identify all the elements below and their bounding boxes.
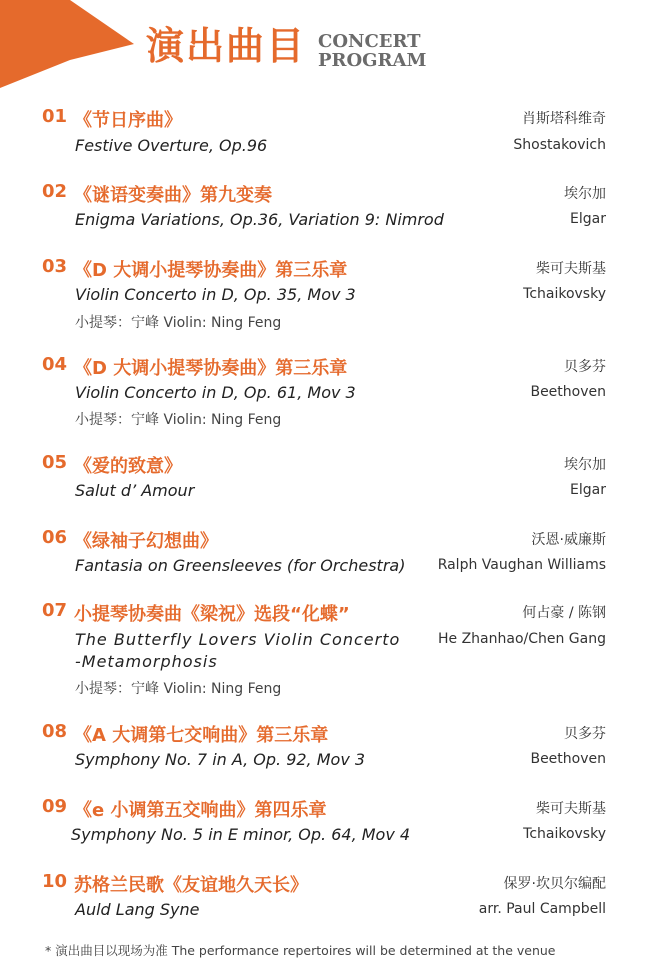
item-number: 06 <box>42 527 68 548</box>
composer-zh: 沃恩·威廉斯 <box>531 532 606 548</box>
item-number: 08 <box>42 721 68 742</box>
composer-en: Elgar <box>570 211 606 227</box>
composer-en: He Zhanhao/Chen Gang <box>437 631 606 647</box>
item-title-en: Violin Concerto in D, Op. 35, Mov 3 <box>75 285 356 304</box>
composer-zh: 埃尔加 <box>564 457 606 473</box>
composer-en: arr. Paul Campbell <box>478 901 606 917</box>
composer-zh: 贝多芬 <box>564 359 606 375</box>
item-number: 07 <box>42 600 68 621</box>
composer-zh: 柴可夫斯基 <box>536 801 606 817</box>
item-number: 04 <box>42 354 68 375</box>
footnote: * 演出曲目以现场为准 The performance repertoires will be determined at the venue <box>45 943 556 958</box>
item-title-en: Symphony No. 5 in E minor, Op. 64, Mov 4 <box>71 825 411 844</box>
item-number: 02 <box>42 181 68 202</box>
item-title-zh: 《节日序曲》 <box>74 110 182 131</box>
composer-zh: 柴可夫斯基 <box>536 261 606 277</box>
composer-zh: 肖斯塔科维奇 <box>522 111 606 127</box>
item-title-en: Enigma Variations, Op.36, Variation 9: Nimrod <box>75 210 444 229</box>
soloist-line: 小提琴：宁峰 Violin: Ning Feng <box>75 315 282 331</box>
item-title-zh: 小提琴协奏曲《梁祝》选段“化蝶” <box>74 604 350 625</box>
composer-en: Beethoven <box>530 751 606 767</box>
item-number: 03 <box>42 256 68 277</box>
item-title-en: The Butterfly Lovers Violin Concerto <box>75 630 401 649</box>
item-title-zh: 《D 大调小提琴协奏曲》第三乐章 <box>74 358 348 379</box>
header-flag-decoration <box>0 0 140 90</box>
item-title-en: Auld Lang Syne <box>75 900 200 919</box>
item-title-zh: 《谜语变奏曲》第九变奏 <box>74 185 272 206</box>
composer-en: Beethoven <box>530 384 606 400</box>
item-title-zh: 《D 大调小提琴协奏曲》第三乐章 <box>74 260 348 281</box>
composer-en: Ralph Vaughan Williams <box>437 557 606 573</box>
composer-zh: 埃尔加 <box>564 186 606 202</box>
item-title-zh: 《A 大调第七交响曲》第三乐章 <box>74 725 329 746</box>
item-title-zh: 苏格兰民歌《友谊地久天长》 <box>74 875 308 896</box>
item-number: 09 <box>42 796 68 817</box>
composer-zh: 何占豪 / 陈钢 <box>522 605 606 621</box>
item-title-en: Violin Concerto in D, Op. 61, Mov 3 <box>75 383 356 402</box>
item-title-zh: 《绿袖子幻想曲》 <box>74 531 218 552</box>
item-title-zh: 《爱的致意》 <box>74 456 182 477</box>
item-title-en: Festive Overture, Op.96 <box>75 136 268 155</box>
page-title-zh: 演出曲目 <box>146 24 307 68</box>
composer-en: Elgar <box>570 482 606 498</box>
composer-en: Tchaikovsky <box>523 286 606 302</box>
item-title-zh: 《e 小调第五交响曲》第四乐章 <box>74 800 327 821</box>
page-title-en <box>318 32 426 70</box>
composer-zh: 贝多芬 <box>564 726 606 742</box>
item-title-en-continued: -Metamorphosis <box>75 652 218 671</box>
page-title-en-line2: PROGRAM <box>318 50 427 71</box>
soloist-line: 小提琴：宁峰 Violin: Ning Feng <box>75 412 282 428</box>
soloist-line: 小提琴：宁峰 Violin: Ning Feng <box>75 681 282 697</box>
item-number: 05 <box>42 452 68 473</box>
item-title-en: Salut d’ Amour <box>75 481 195 500</box>
page-title-en-line1: CONCERT <box>318 31 421 52</box>
composer-zh: 保罗·坎贝尔编配 <box>503 876 606 892</box>
composer-en: Shostakovich <box>513 137 606 153</box>
item-title-en: Symphony No. 7 in A, Op. 92, Mov 3 <box>75 750 366 769</box>
item-title-en: Fantasia on Greensleeves (for Orchestra) <box>75 556 406 575</box>
composer-en: Tchaikovsky <box>523 826 606 842</box>
item-number: 10 <box>42 871 68 892</box>
item-number: 01 <box>42 106 68 127</box>
